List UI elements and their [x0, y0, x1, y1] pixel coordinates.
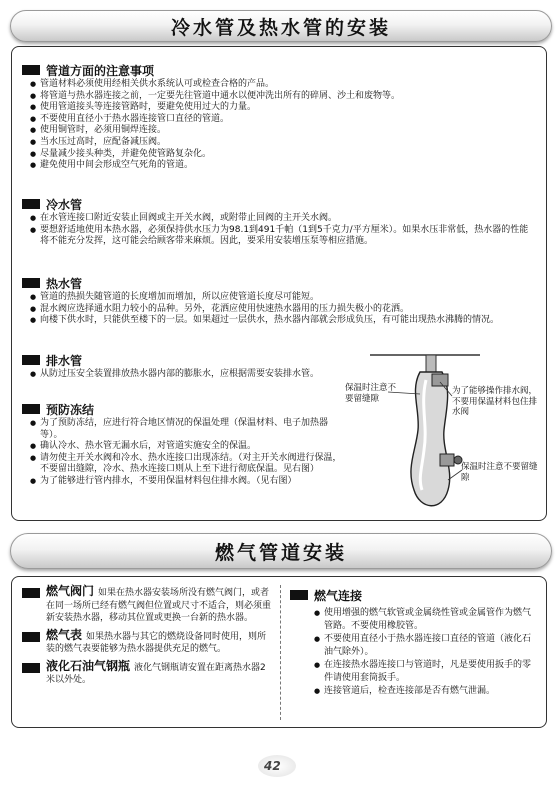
section-heading — [22, 62, 542, 78]
drain-valve — [440, 454, 454, 466]
bullet-list — [290, 607, 538, 698]
gas-valve-block — [22, 585, 274, 625]
list-item: ● 混水阀应选择通水阻力较小的品种。另外，花洒应使用快速热水器用的压力损失极小的花洒。 — [30, 304, 534, 316]
list-item: ● 为了能够进行管内排水，不要用保温材料包住排水阀。（见右图） — [30, 476, 348, 488]
banner-water-title: 冷水管及热水管的安装 — [170, 16, 391, 39]
section-heading — [290, 587, 538, 603]
diagram-label-right-bottom: 保温时注意不要留缝隙 — [461, 462, 538, 483]
bullet-list — [22, 213, 534, 248]
list-item: ● 确认冷水、热水管无漏水后，对管道实施安全的保温。 — [30, 441, 348, 453]
gas-meter-body: 如果热水器与其它的燃烧设备同时使用，则所装的燃气表要能够为热水器提供充足的燃气。 — [46, 631, 267, 654]
section-pipe-notes — [22, 62, 542, 172]
square-marker-icon — [22, 199, 40, 209]
section-freeze-prevention — [22, 401, 348, 488]
gas-meter-block — [22, 629, 274, 656]
section-title: 管道方面的注意事项 — [46, 63, 155, 78]
section-heading — [22, 275, 534, 291]
list-item: ● 在连接热水器连接口与管道时，凡是要使用扳手的零件请使用套筒扳手。 — [314, 659, 538, 685]
list-item: ● 避免使用中间会形成空气死角的管道。 — [30, 160, 542, 172]
bullet-list — [22, 79, 542, 172]
section-hot-water — [22, 275, 534, 327]
gas-meter-title: 燃气表 — [46, 627, 83, 642]
list-item: ● 请勿使主开关水阀和冷水、热水连接口出现冻结。（对主开关水阀进行保温，不要留出缝隙，冷水、热水连接口则从上至下进行彻底保温。见右图） — [30, 453, 348, 476]
square-marker-icon — [22, 65, 40, 75]
section-title: 排水管 — [46, 353, 83, 368]
square-marker-icon — [22, 355, 40, 365]
lpg-cylinder-body: 液化气钢瓶请安置在距离热水器2米以外处。 — [46, 662, 266, 685]
insulation-body — [411, 372, 450, 506]
diagram-label-left: 保温时注意不要留缝隙 — [345, 383, 397, 404]
square-marker-icon — [22, 663, 40, 673]
square-marker-icon — [22, 404, 40, 414]
list-item: ● 不要使用直径小于热水器连接口直径的管道（液化石油气除外）。 — [314, 633, 538, 659]
bullet-list — [22, 292, 534, 327]
list-item: ● 要想舒适地使用本热水器，必须保持供水压力为98.1到491千帕（1到5千克力/平方厘米）。如果水压非常低，热水器的性能将不能充分发挥，这可能会给顾客带来麻烦。因此，要采用安装增压泵等相应措施。 — [30, 225, 534, 248]
list-item: ● 管道材料必须使用经相关供水系统认可或检查合格的产品。 — [30, 79, 542, 91]
gas-meter-text — [46, 629, 274, 656]
section-title: 预防冻结 — [46, 402, 95, 417]
insulation-diagram — [340, 350, 545, 520]
list-item: ● 连接管道后，检查连接部是否有燃气泄漏。 — [314, 685, 538, 698]
list-item: ● 在水管连接口附近安装止回阀或主开关水阀，或附带止回阀的主开关水阀。 — [30, 213, 534, 225]
list-item: ● 为了预防冻结，应进行符合地区情况的保温处理（保温材料、电子加热器等）。 — [30, 418, 348, 441]
section-title: 燃气连接 — [314, 588, 363, 603]
lpg-cylinder-text — [46, 660, 274, 687]
list-item: ● 从防过压安全装置排放热水器内部的膨胀水，应根据需要安装排水管。 — [30, 369, 340, 381]
diagram-label-right-top: 为了能够操作排水阀，不要用保温材料包住排水阀 — [452, 386, 538, 417]
section-heading — [22, 196, 534, 212]
gas-valve-body: 如果在热水器安装场所没有燃气阀门，或者在同一场所已经有燃气阀但位置或尺寸不适合，则必须重新安装热水器，移动其位置或更换一台新的热水器。 — [46, 588, 272, 623]
gas-valve-text — [46, 585, 274, 625]
banner-gas-pipes — [10, 533, 552, 569]
section-cold-water — [22, 196, 534, 248]
section-drain-pipe — [22, 352, 340, 381]
banner-gas-title: 燃气管道安装 — [214, 541, 347, 564]
column-divider — [280, 585, 281, 720]
square-marker-icon — [290, 590, 308, 600]
banner-water-pipes — [10, 10, 552, 42]
square-marker-icon — [22, 278, 40, 288]
bullet-list — [22, 418, 348, 488]
main-valve — [432, 374, 448, 386]
section-heading — [22, 352, 340, 368]
section-title: 热水管 — [46, 276, 83, 291]
list-item: ● 将管道与热水器连接之前，一定要先往管道中通水以便冲洗出所有的碎屑、沙土和废物等。 — [30, 91, 542, 103]
gas-connection-section — [290, 587, 538, 698]
page-number: 42 — [264, 759, 281, 773]
gas-left-column — [22, 585, 274, 687]
lpg-cylinder-title: 液化石油气钢瓶 — [46, 658, 131, 673]
list-item: ● 使用增强的燃气软管或金属绕性管或金属管作为燃气管路。不要使用橡胶管。 — [314, 607, 538, 633]
list-item: ● 管道的热损失随管道的长度增加而增加，所以应使管道长度尽可能短。 — [30, 292, 534, 304]
section-title: 冷水管 — [46, 197, 83, 212]
list-item: ● 当水压过高时，应配备减压阀。 — [30, 137, 542, 149]
list-item: ● 使用管道接头等连接管路时，要避免使用过大的力量。 — [30, 102, 542, 114]
bullet-list — [22, 369, 340, 381]
list-item: ● 不要使用直径小于热水器连接管口直径的管道。 — [30, 114, 542, 126]
section-heading — [22, 401, 348, 417]
list-item: ● 向楼下供水时，只能供至楼下的一层。如果超过一层供水，热水器内部就会形成负压，有可能出现热水沸腾的情况。 — [30, 315, 534, 327]
list-item: ● 尽量减少接头种类，并避免使管路复杂化。 — [30, 149, 542, 161]
square-marker-icon — [22, 632, 40, 642]
square-marker-icon — [22, 588, 40, 598]
list-item: ● 使用铜管时，必须用铜焊连接。 — [30, 125, 542, 137]
lpg-cylinder-block — [22, 660, 274, 687]
gas-valve-title: 燃气阀门 — [46, 584, 95, 598]
